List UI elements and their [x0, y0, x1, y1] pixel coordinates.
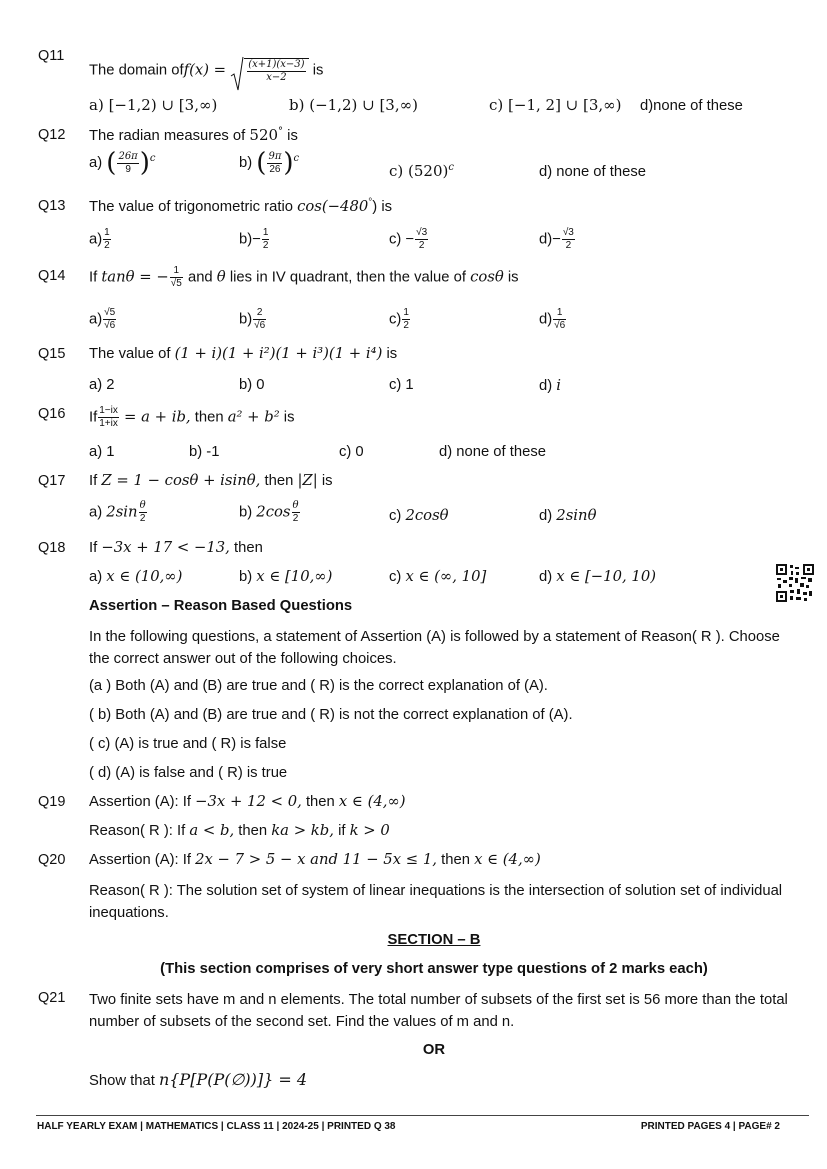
stem-text: is [386, 346, 398, 362]
option-label: a) [89, 154, 103, 171]
fraction-denominator: x−2 [266, 72, 287, 83]
stem-text: then [238, 823, 268, 839]
option-a: a) ( $\frac{26\pi}{9}$ )$^c$ [89, 148, 156, 178]
assertion-statement [89, 793, 406, 810]
option-a: a) 2 [89, 377, 115, 393]
option-label: d) [539, 378, 553, 394]
option-a [89, 501, 148, 524]
math-expr: x ∈ (4,∞) [474, 851, 541, 868]
stem-text: If [89, 409, 98, 426]
option-c [389, 162, 454, 180]
question-number: Q18 [38, 540, 66, 556]
option-c [389, 228, 429, 251]
question-stem [89, 266, 519, 289]
fraction-numerator: 1 [104, 227, 110, 238]
question-stem [89, 472, 333, 489]
fraction-denominator: √5 [170, 278, 182, 289]
math-expr [249, 126, 283, 144]
stem-text: If [89, 540, 98, 556]
option-text: c) (520) [389, 162, 449, 180]
option-a [89, 228, 112, 251]
fraction-denominator: √6 [104, 320, 116, 331]
math-expr: 2x − 7 > 5 − x and 11 − 5x ≤ 1, [195, 851, 437, 868]
footer-divider [36, 1115, 809, 1116]
stem-text: ) is [372, 198, 393, 215]
math-expr: a < b, [189, 822, 235, 839]
question-number: Q11 [38, 48, 65, 64]
fraction-numerator: 9π [268, 150, 282, 162]
stem-text: then [234, 540, 263, 556]
fraction-numerator: 1 [170, 266, 183, 278]
fraction-numerator: √5 [104, 307, 116, 318]
question-stem [89, 406, 294, 429]
stem-text: Reason( R ): If [89, 823, 186, 839]
option-a [89, 308, 117, 331]
stem-text: then [194, 409, 224, 426]
fraction-denominator: 2 [565, 240, 572, 251]
option-label: d)− [539, 231, 561, 248]
stem-text: is [507, 269, 519, 286]
fraction-numerator: 2 [253, 308, 266, 320]
math-expr: cosθ [470, 268, 504, 286]
fraction-numerator: 26π [118, 150, 138, 162]
question-stem [89, 539, 263, 556]
option-label: b) [239, 569, 253, 585]
math-expr: k > 0 [349, 822, 390, 839]
option-d: d)none of these [640, 98, 743, 114]
option-d [539, 228, 576, 251]
math-expr: Z = 1 − cosθ + isinθ, [101, 472, 261, 489]
assertion-option-b: ( b) Both (A) and (B) are true and ( R) is not the correct explanation of (A). [89, 707, 573, 723]
stem-text: is [321, 473, 333, 489]
sqrt-expression [230, 58, 308, 83]
question-number: Q12 [38, 127, 66, 143]
math-expr: cos(−480 [297, 197, 369, 215]
fraction-denominator: 2 [418, 240, 425, 251]
stem-text: is [287, 128, 298, 144]
math-expr: ka > kb, [271, 822, 334, 839]
math-value: 520 [249, 126, 279, 144]
option-label: b) [239, 154, 253, 171]
option-label: b) [239, 311, 253, 328]
section-title: SECTION – B [387, 932, 481, 948]
question-number: Q19 [38, 794, 66, 810]
option-b [239, 501, 301, 524]
question-number: Q21 [38, 990, 66, 1006]
stem-text: if [338, 823, 346, 839]
option-d [539, 507, 596, 524]
fraction-denominator: 2 [104, 240, 110, 251]
stem-text: Assertion (A): If [89, 794, 191, 810]
stem-text: If [89, 473, 98, 489]
math-expr: f(x) = [183, 61, 227, 79]
fraction-denominator: 2 [139, 513, 146, 524]
exponent: c [448, 162, 454, 174]
stem-text: The value of [89, 346, 171, 362]
exponent: c [149, 152, 156, 164]
option-c [389, 507, 449, 524]
option-b [239, 568, 332, 585]
option-label: b)− [239, 231, 261, 248]
question-number: Q13 [38, 198, 66, 214]
fraction-numerator: (x+1)(x−3) [248, 59, 305, 70]
question-number: Q20 [38, 852, 66, 868]
option-label: c) [389, 508, 402, 524]
question-stem [89, 126, 298, 144]
footer-left: HALF YEARLY EXAM | MATHEMATICS | CLASS 11 | 2024-25 | PRINTED Q 38 [37, 1121, 396, 1132]
fraction-numerator: 1 [403, 307, 409, 318]
fraction-denominator: 9 [125, 163, 131, 175]
section-heading: Assertion – Reason Based Questions [89, 598, 353, 614]
math-expr: x ∈ [−10, 10) [556, 568, 657, 585]
option-c: c) 0 [339, 444, 364, 460]
option-d: d) none of these [539, 164, 646, 180]
reason-statement [89, 822, 390, 839]
math-expr: x ∈ (4,∞) [338, 793, 406, 810]
fraction-denominator: 2 [403, 320, 409, 331]
assertion-option-a: (a ) Both (A) and (B) are true and ( R) is the correct explanation of (A). [89, 678, 548, 694]
option-d [539, 308, 567, 331]
option-a [89, 568, 182, 585]
fraction-numerator: √3 [416, 227, 428, 238]
option-b [239, 228, 270, 251]
stem-text: The value of trigonometric ratio [89, 198, 293, 215]
math-expr: n{P[P(P(∅))]} = 4 [158, 1070, 308, 1089]
option-c: c) [−1, 2] ∪ [3,∞) [489, 96, 622, 114]
radical-icon [230, 56, 244, 92]
math-expr: i [556, 377, 562, 394]
stem-text: Show that [89, 1073, 155, 1089]
option-d: d) none of these [439, 444, 546, 460]
stem-text: then [441, 852, 470, 868]
option-b: b) (−1,2) ∪ [3,∞) [289, 96, 418, 114]
fraction-numerator: 1 [553, 308, 566, 320]
math-expr: 2sin [106, 503, 138, 521]
option-a: a) [−1,2) ∪ [3,∞) [89, 96, 218, 114]
reason-statement: Reason( R ): The solution set of system of linear inequations is the intersection of solution set of individual inequations. [89, 883, 783, 921]
question-stem [89, 345, 397, 362]
question-number: Q15 [38, 346, 66, 362]
math-expr: 2cos [256, 503, 291, 521]
option-label: d) [539, 508, 553, 524]
fraction-denominator: √6 [554, 320, 566, 331]
fraction-denominator: 1+ix [99, 418, 118, 429]
math-expr: = a + ib, [123, 408, 191, 426]
option-d [539, 377, 561, 394]
math-expr: (1 + i)(1 + i²)(1 + i³)(1 + i⁴) [174, 345, 383, 362]
option-d [539, 568, 656, 585]
math-expr: x ∈ (10,∞) [106, 568, 183, 585]
math-expr: −3x + 17 < −13, [101, 539, 230, 556]
fraction-denominator: 2 [292, 513, 299, 524]
option-b: b) -1 [189, 444, 220, 460]
stem-text: lies in IV quadrant, then the value of [229, 269, 466, 286]
assertion-option-c: ( c) (A) is true and ( R) is false [89, 736, 287, 752]
option-label: a) [89, 504, 103, 521]
option-a: a) 1 [89, 444, 115, 460]
option-label: c) − [389, 231, 415, 248]
fraction-denominator: √6 [254, 320, 266, 331]
option-c [389, 568, 486, 585]
math-expr: tanθ = − [101, 268, 169, 286]
option-b [239, 308, 267, 331]
option-label: c) [389, 311, 402, 328]
option-b: b) ( $\frac{9\pi}{26}$ )$^c$ [239, 148, 300, 178]
degree-symbol: ° [368, 197, 373, 208]
stem-text: is [283, 409, 295, 426]
math-expr: 2sinθ [556, 507, 597, 524]
question-number: Q14 [38, 268, 66, 284]
stem-text: then [264, 473, 294, 489]
option-c: c) 1 [389, 377, 414, 393]
stem-text: If [89, 269, 98, 286]
math-expr: x ∈ (∞, 10] [405, 568, 487, 585]
question-stem [89, 197, 392, 215]
math-expr: 2cosθ [405, 507, 449, 524]
option-label: a) [89, 231, 103, 248]
math-expr: −3x + 12 < 0, [195, 793, 302, 810]
exponent: c [293, 152, 300, 164]
question-number: Q16 [38, 406, 66, 422]
stem-text: Assertion (A): If [89, 852, 191, 868]
fraction-denominator: 2 [262, 240, 269, 251]
fraction-denominator: 26 [269, 163, 281, 175]
option-c [389, 308, 411, 331]
footer-right: PRINTED PAGES 4 | PAGE# 2 [640, 1121, 780, 1132]
question-stem: Two finite sets have m and n elements. The total number of subsets of the first set is 56 more than the total number of subsets of the second set. Find the values of m and n. [89, 992, 788, 1030]
question-stem [89, 58, 323, 83]
assertion-statement [89, 851, 541, 868]
or-divider: OR [422, 1042, 446, 1058]
option-label: a) [89, 569, 103, 585]
fraction-numerator: θ [292, 500, 299, 511]
stem-text: and [187, 269, 213, 286]
stem-text: is [312, 62, 324, 79]
degree-symbol: ° [278, 126, 284, 137]
math-expr: x ∈ [10,∞) [256, 568, 333, 585]
option-label: b) [239, 504, 253, 521]
option-b: b) 0 [239, 377, 265, 393]
assertion-intro: In the following questions, a statement of Assertion (A) is followed by a statement of Reason( R ). Choose the correct answer out of the following choices. [89, 629, 780, 667]
stem-text: The domain of [89, 62, 184, 79]
stem-text: then [305, 794, 335, 810]
option-label: d) [539, 569, 553, 585]
section-subtitle: (This section comprises of very short answer type questions of 2 marks each) [160, 961, 708, 977]
assertion-option-d: ( d) (A) is false and ( R) is true [89, 765, 288, 781]
fraction-numerator: θ [139, 500, 146, 511]
option-label: a) [89, 311, 103, 328]
math-expr: θ [216, 268, 226, 286]
fraction-numerator: 1−ix [99, 405, 118, 416]
math-expr: |Z| [297, 472, 318, 489]
qr-code-icon [776, 564, 814, 602]
option-label: c) [389, 569, 402, 585]
option-label: d) [539, 311, 553, 328]
fraction-numerator: √3 [562, 227, 574, 238]
stem-text: The radian measures of [89, 128, 246, 144]
question-stem [89, 1070, 307, 1089]
math-expr: a² + b² [227, 408, 280, 426]
question-number: Q17 [38, 473, 66, 489]
fraction-numerator: 1 [262, 227, 269, 238]
